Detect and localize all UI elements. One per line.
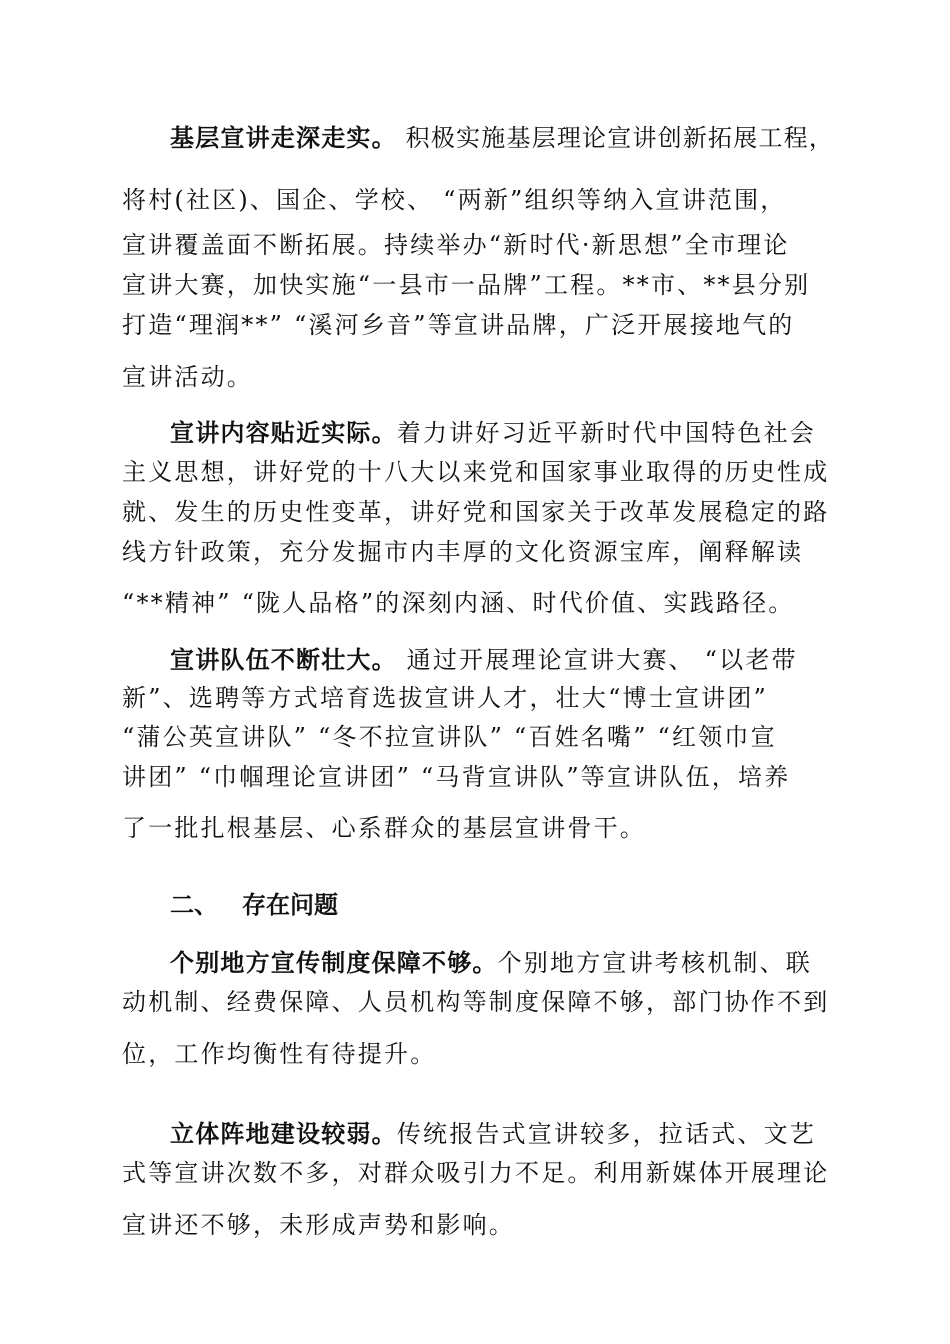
paragraph-lead: 基层宣讲走深走实。 xyxy=(170,124,397,152)
paragraph-line: 了一批扎根基层、心系群众的基层宣讲骨干。 xyxy=(122,814,646,842)
paragraph-line: 位，工作均衡性有待提升。 xyxy=(122,1040,437,1068)
paragraph-line xyxy=(170,418,834,448)
paragraph-line: 宣讲大赛，加快实施“一县市一品牌”工程。**市、**县分别 xyxy=(122,271,811,299)
paragraph-line: 将村(社区)、国企、学校、 “两新”组织等纳入宣讲范围， xyxy=(122,186,787,214)
paragraph-text: 个别地方宣讲考核机制、联 xyxy=(497,949,813,977)
section-number: 二、 xyxy=(170,891,218,919)
paragraph-line: 讲团” “巾帼理论宣讲团” “马背宣讲队”等宣讲队伍，培养 xyxy=(122,763,791,791)
paragraph-line: 新”、选聘等方式培育选拔宣讲人才，壮大“博士宣讲团” xyxy=(122,684,769,712)
paragraph-line: “**精神” “陇人品格”的深刻内涵、时代价值、实践路径。 xyxy=(122,589,795,617)
section-heading xyxy=(170,890,338,920)
paragraph-lead: 立体阵地建设较弱。 xyxy=(170,1120,397,1148)
paragraph-line: 宣讲覆盖面不断拓展。持续举办“新时代·新思想”全市理论 xyxy=(122,231,790,259)
paragraph-line: 动机制、经费保障、人员机构等制度保障不够，部门协作不到 xyxy=(122,988,830,1016)
paragraph-line xyxy=(170,1119,834,1149)
paragraph-line: 宣讲还不够，未形成声势和影响。 xyxy=(122,1211,515,1239)
paragraph-text: 传统报告式宣讲较多，拉话式、文艺 xyxy=(396,1120,817,1148)
paragraph-line xyxy=(170,645,834,675)
paragraph-line: 就、发生的历史性变革，讲好党和国家关于改革发展稳定的路 xyxy=(122,498,830,526)
paragraph-line xyxy=(170,948,834,978)
paragraph-line xyxy=(170,123,834,153)
paragraph-text: 通过开展理论宣讲大赛、 “以老带 xyxy=(396,646,798,674)
paragraph-lead: 宣讲队伍不断壮大。 xyxy=(170,646,397,674)
paragraph-line: 式等宣讲次数不多，对群众吸引力不足。利用新媒体开展理论 xyxy=(122,1159,830,1187)
paragraph-line: 主义思想，讲好党的十八大以来党和国家事业取得的历史性成 xyxy=(122,458,830,486)
paragraph-lead: 宣讲内容贴近实际。 xyxy=(170,419,397,447)
paragraph-text: 着力讲好习近平新时代中国特色社会 xyxy=(396,419,817,447)
paragraph-line: “蒲公英宣讲队” “冬不拉宣讲队” “百姓名嘴” “红领巾宣 xyxy=(122,723,777,751)
section-title: 存在问题 xyxy=(242,891,338,919)
paragraph-line: 宣讲活动。 xyxy=(122,363,253,391)
paragraph-text: 积极实施基层理论宣讲创新拓展工程， xyxy=(396,124,834,152)
paragraph-line: 线方针政策，充分发掘市内丰厚的文化资源宝库，阐释解读 xyxy=(122,538,804,566)
paragraph-lead: 个别地方宣传制度保障不够。 xyxy=(170,949,498,977)
paragraph-line: 打造“理润**” “溪河乡音”等宣讲品牌，广泛开展接地气的 xyxy=(122,311,795,339)
